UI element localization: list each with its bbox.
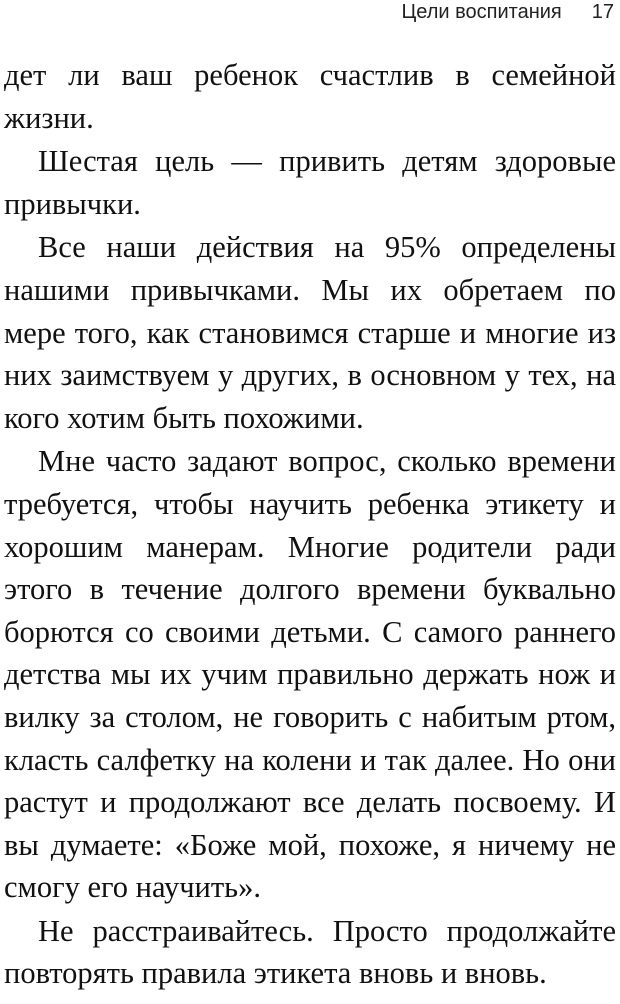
- paragraph: Не расстраивайтесь. Просто продолжайте повторять правила этикета вновь и вновь.: [4, 913, 616, 991]
- paragraph: Шестая цель — привить детям здоровые привычки.: [4, 144, 616, 221]
- paragraph-continuation: дет ли ваш ребенок счастлив в семейной жизни.: [4, 58, 616, 135]
- running-head: [401, 0, 614, 24]
- paragraph: Все наши действия на 95% определены нашими привычками. Мы их обретаем по мере того, как становимся старше и многие из них заимствуем у других, в основном у тех, на кого хотим быть похожими.: [4, 230, 616, 435]
- paragraph: Мне часто задают вопрос, сколько времени требуется, чтобы научить ребенка этикету и хорошим манерам. Многие родители ради этого в течение долгого времени буквально борются со своими детьми. С самого раннего детства мы их учим правильно держать нож и вилку за столом, не говорить с набитым ртом, класть салфетку на колени и так далее. Но они растут и продолжают все делать посвоему. И вы думаете: «Боже мой, похоже, я ничему не смогу его научить».: [4, 444, 616, 905]
- running-title: Цели воспитания: [401, 1, 562, 23]
- page-number: 17: [591, 1, 614, 23]
- body-text: [4, 54, 616, 995]
